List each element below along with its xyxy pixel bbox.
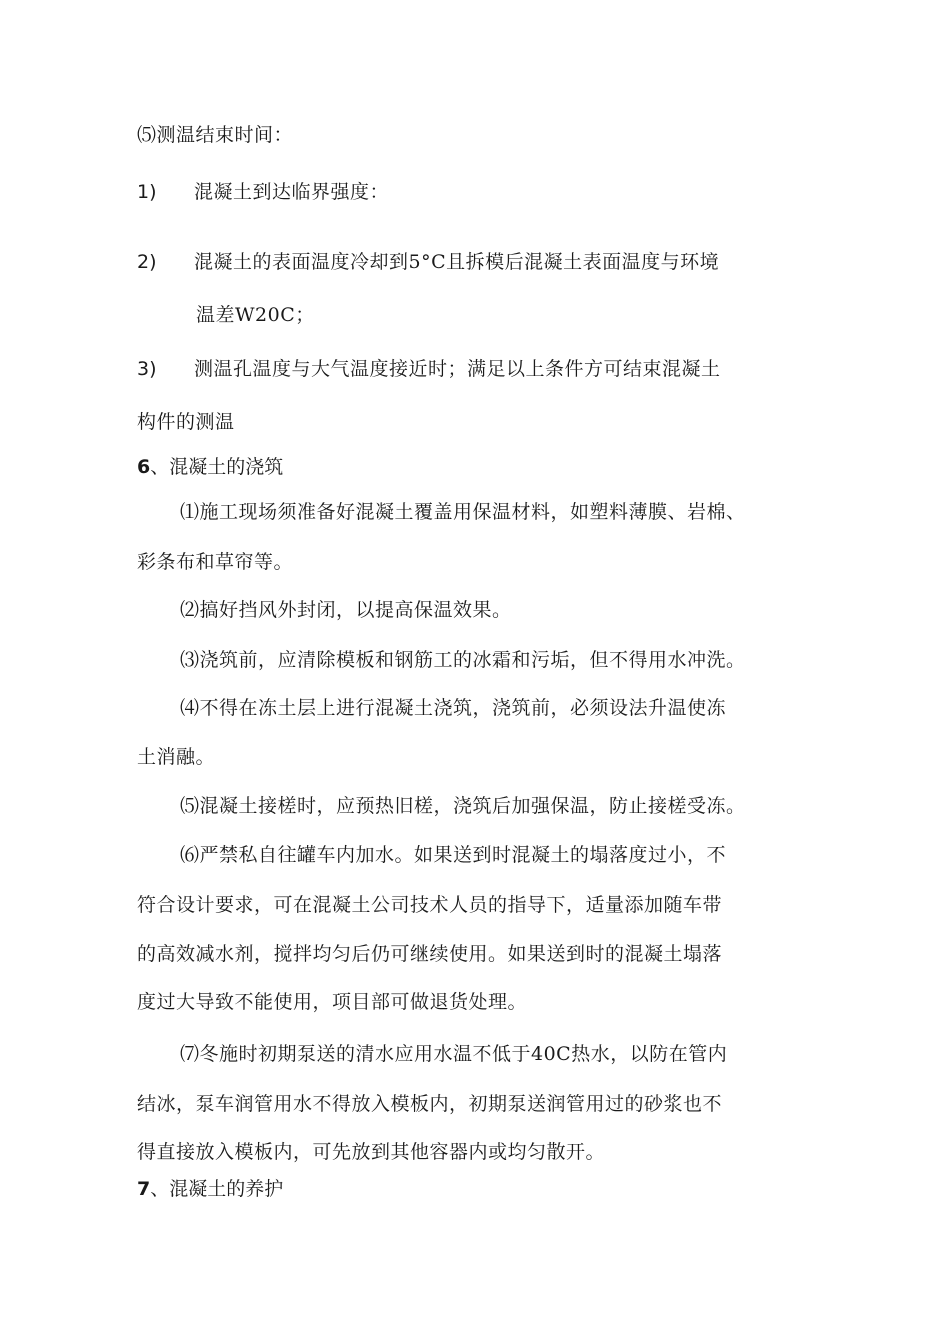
heading-6-text: 、混凝土的浇筑 xyxy=(150,456,284,478)
paragraph-1-line-1: ⑴施工现场须准备好混凝土覆盖用保温材料，如塑料薄膜、岩棉、 xyxy=(180,501,746,523)
paragraph-6-line-3: 的高效减水剂，搅拌均匀后仍可继续使用。如果送到时的混凝土塌落 xyxy=(137,943,723,965)
section-5-title: ⑸测温结束时间： xyxy=(137,124,294,146)
item-2-number: 2) xyxy=(137,251,157,273)
heading-7-text: 、混凝土的养护 xyxy=(150,1178,284,1200)
paragraph-3-line-1: ⑶浇筑前，应清除模板和钢筋工的冰霜和污垢，但不得用水冲洗。 xyxy=(180,649,746,671)
item-1-number: 1) xyxy=(137,181,157,203)
paragraph-6-line-4: 度过大导致不能使用，项目部可做退货处理。 xyxy=(137,991,528,1013)
heading-6 xyxy=(137,455,283,479)
heading-6-number: 6 xyxy=(137,456,151,478)
heading-7 xyxy=(137,1177,283,1201)
paragraph-7-line-3: 得直接放入模板内，可先放到其他容器内或均匀散开。 xyxy=(137,1141,606,1163)
item-3-continuation: 构件的测温 xyxy=(137,411,235,433)
paragraph-7-line-1: ⑺冬施时初期泵送的清水应用水温不低于40C热水，以防在管内 xyxy=(180,1043,728,1065)
paragraph-6-line-2: 符合设计要求，可在混凝土公司技术人员的指导下，适量添加随车带 xyxy=(137,894,723,916)
item-1-text: 混凝土到达临界强度： xyxy=(194,181,390,203)
paragraph-7-line-2: 结冰，泵车润管用水不得放入模板内，初期泵送润管用过的砂浆也不 xyxy=(137,1093,723,1115)
paragraph-4-line-1: ⑷不得在冻土层上进行混凝土浇筑，浇筑前，必须设法升温使冻 xyxy=(180,697,727,719)
paragraph-5-line-1: ⑸混凝土接槎时，应预热旧槎，浇筑后加强保温，防止接槎受冻。 xyxy=(180,795,746,817)
paragraph-4-line-2: 土消融。 xyxy=(137,746,216,768)
item-2-text: 混凝土的表面温度冷却到5°C且拆模后混凝土表面温度与环境 xyxy=(194,251,720,273)
paragraph-6-line-1: ⑹严禁私自往罐车内加水。如果送到时混凝土的塌落度过小，不 xyxy=(180,844,727,866)
item-3-number: 3) xyxy=(137,358,157,380)
item-2-continuation: 温差W20C； xyxy=(196,304,315,326)
item-3-text: 测温孔温度与大气温度接近时；满足以上条件方可结束混凝土 xyxy=(194,358,721,380)
paragraph-2-line-1: ⑵搞好挡风外封闭，以提高保温效果。 xyxy=(180,599,512,621)
heading-7-number: 7 xyxy=(137,1178,151,1200)
paragraph-1-line-2: 彩条布和草帘等。 xyxy=(137,551,294,573)
